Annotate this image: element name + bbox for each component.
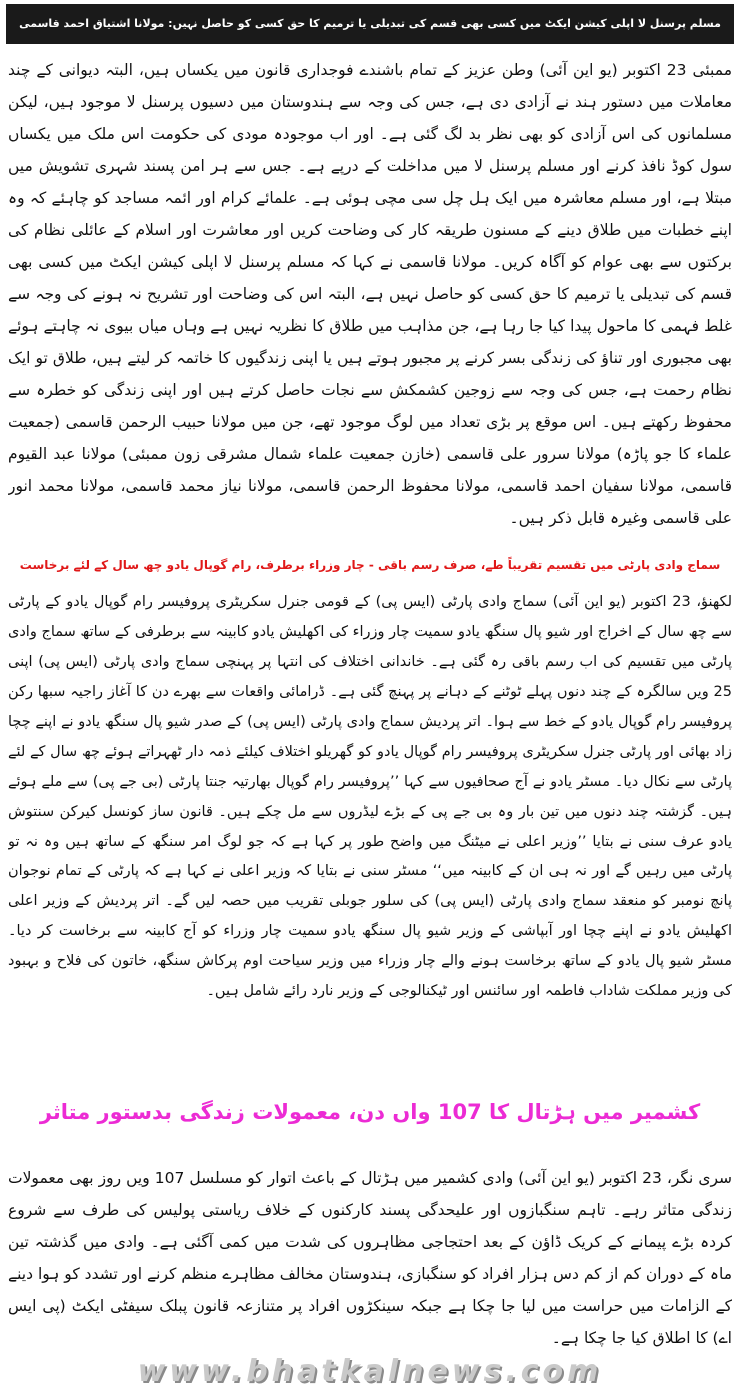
main-headline: مسلم پرسنل لا اپلی کیشن ایکٹ میں کسی بھی قسم کی تبدیلی یا ترمیم کا حق کسی کو حاصل نہیں: مولانا اشتیاق احمد قاسمی	[6, 4, 734, 44]
headline-samajwadi-party: سماج وادی پارٹی میں تقسیم تقریباً طے، صرف رسم باقی - چار وزراء برطرف، رام گوپال یادو چھ سال کے لئے برخاست	[19, 558, 721, 572]
footer-website-url: www.bhatkalnews.com	[137, 1354, 603, 1389]
headline-kashmir-strike: کشمیر میں ہڑتال کا 107 واں دن، معمولات زندگی بدستور متاثر	[39, 1100, 701, 1124]
article-kashmir-strike: سری نگر، 23 اکتوبر (یو این آئی) وادی کشمیر میں ہڑتال کے باعث اتوار کو مسلسل 107 ویں روز بھی معمولات زندگی متاثر رہے۔ تاہم سنگبازوں اور علیحدگی پسند کارکنوں کے خلاف ریاستی پولیس کی طرف سے شروع کردہ بڑے پیمانے کے کریک ڈاؤن کے بعد احتجاجی مظاہروں کی شدت میں کمی آگئی ہے۔ وادی میں گذشتہ تین ماہ کے دوران کم از کم دس ہزار افراد کو سنگبازی، ہندوستان مخالف مظاہرے منظم کرنے اور تشدد کو ہوا دینے کے الزامات میں حراست میں لیا جا چکا ہے جبکہ سینکڑوں افراد پر متنازعہ قانون پبلک سیفٹی ایکٹ (پی ایس اے) کا اطلاق کیا جا چکا ہے۔	[8, 1169, 732, 1347]
article-samajwadi-party: لکھنؤ، 23 اکتوبر (یو این آئی) سماج وادی پارٹی (ایس پی) کے قومی جنرل سکریٹری پروفیسر رام گوپال یادو کے پارٹی سے چھ سال کے اخراج اور شیو پال سنگھ یادو سمیت چار وزراء کی اکھلیش یادو کابینہ سے برطرفی کے ساتھ سماج وادی پارٹی میں تقسیم کی اب رسم باقی رہ گئی ہے۔ خاندانی اختلاف کی انتہا پر پہنچی سماج وادی پارٹی (ایس پی) اپنی 25 ویں سالگرہ کے چند دنوں پہلے ٹوٹنے کے دہانے پر پہنچ گئی ہے۔ ڈرامائی واقعات سے بھرے دن کا آغاز راجیہ سبھا رکن پروفیسر رام گوپال یادو کے خط سے ہوا۔ اتر پردیش سماج وادی پارٹی (ایس پی) کے صدر شیو پال سنگھ یادو نے اپنے چچا زاد بھائی اور پارٹی جنرل سکریٹری پروفیسر رام گوپال یادو کو گھریلو اختلاف کیلئے ذمہ دار ٹھہراتے ہوئے چھ سال کے لئے پارٹی سے نکال دیا۔ مسٹر یادو نے آج صحافیوں سے کہا ’’پروفیسر رام گوپال بھارتیہ جنتا پارٹی (بی جے پی) سے ملے ہوئے ہیں۔ گزشتہ چند دنوں میں تین بار وہ بی جے پی کے بڑے لیڈروں سے مل چکے ہیں۔ قانون ساز کونسل کیرکن سنتوش یادو عرف سنی نے بتایا ’’وزیر اعلی نے میٹنگ میں واضح طور پر کہا ہے کہ جو لوگ امر سنگھ کے ساتھ ہیں وہ نہ تو پارٹی میں رہیں گے اور نہ ہی ان کے کابینہ میں‘‘ مسٹر سنی نے بتایا کہ وزیر اعلی نے کہا ہے کہ پارٹی کے تمام نوجوان پانچ نومبر کو منعقد سماج وادی پارٹی (ایس پی) کی سلور جوبلی تقریب میں حصہ لیں گے۔ اتر پردیش کے وزیر اعلی اکھلیش یادو نے اپنے چچا اور آبپاشی کے وزیر شیو پال سنگھ یادو سمیت چار وزراء کو آج کابینہ سے برخاست کر دیا۔ مسٹر شیو پال یادو کے ساتھ برخاست ہونے والے چار وزراء میں وزیر سیاحت اوم پرکاش سنگھ، خاتون کی فلاح و بہبود کی وزیر مملکت شاداب فاطمہ اور سائنس اور ٹیکنالوجی کے وزیر نارد رائے شامل ہیں۔	[8, 594, 732, 1000]
article-personal-law: ممبئی 23 اکتوبر (یو این آئی) وطن عزیز کے تمام باشندے فوجداری قانون میں یکساں ہیں، البتہ دیوانی کے چند معاملات میں دستور ہند نے آزادی دی ہے، جس کی وجہ سے ہندوستان میں دسیوں پرسنل لا موجود ہیں، لیکن مسلمانوں کی اس آزادی کو بھی نظر بد لگ گئی ہے۔ اور اب موجودہ مودی کی حکومت اس ملک میں یکساں سول کوڈ نافذ کرنے اور مسلم پرسنل لا میں مداخلت کے درپے ہے۔ جس سے ہر امن پسند شہری تشویش میں مبتلا ہے، اور مسلم معاشرہ میں ایک ہل چل سی مچی ہوئی ہے۔ علمائے کرام اور ائمہ مساجد کو چاہئے کہ وہ اپنے خطبات میں طلاق دینے کے مسنون طریقہ کار کی وضاحت کریں اور معاشرت اور اسلام کے عائلی نظام کی برکتوں سے بھی عوام کو آگاہ کریں۔ مولانا قاسمی نے کہا کہ مسلم پرسنل لا اپلی کیشن ایکٹ میں کسی بھی قسم کی تبدیلی یا ترمیم کا حق کسی کو حاصل نہیں ہے، البتہ اس کی وضاحت اور تشریح نہ ہونے کی وجہ سے غلط فہمی کا ماحول پیدا کیا جا رہا ہے، جن مذاہب میں طلاق کا نظریہ نہیں ہے وہاں میاں بیوی نہ چاہتے ہوئے بھی مجبوری اور تناؤ کی زندگی بسر کرنے پر مجبور ہوتے ہیں یا اپنی زندگیوں کا خاتمہ کر لیتے ہیں، طلاق تو ایک نظام رحمت ہے، جس کی وجہ سے زوجین کشمکش سے نجات حاصل کرتے ہیں اور اپنی زندگی کو خطرہ سے محفوظ رکھتے ہیں۔ اس موقع پر بڑی تعداد میں لوگ موجود تھے، جن میں مولانا حبیب الرحمن قاسمی (جمعیت علماء کا جو پاڑہ) مولانا سرور علی قاسمی (خازن جمعیت علماء شمال مشرقی زون ممبئی) مولانا عبد القیوم قاسمی، مولانا سفیان احمد قاسمی، مولانا محفوظ الرحمن قاسمی، مولانا نیاز محمد قاسمی، مولانا محمد انور علی قاسمی وغیرہ قابل ذکر ہیں۔	[8, 61, 732, 527]
